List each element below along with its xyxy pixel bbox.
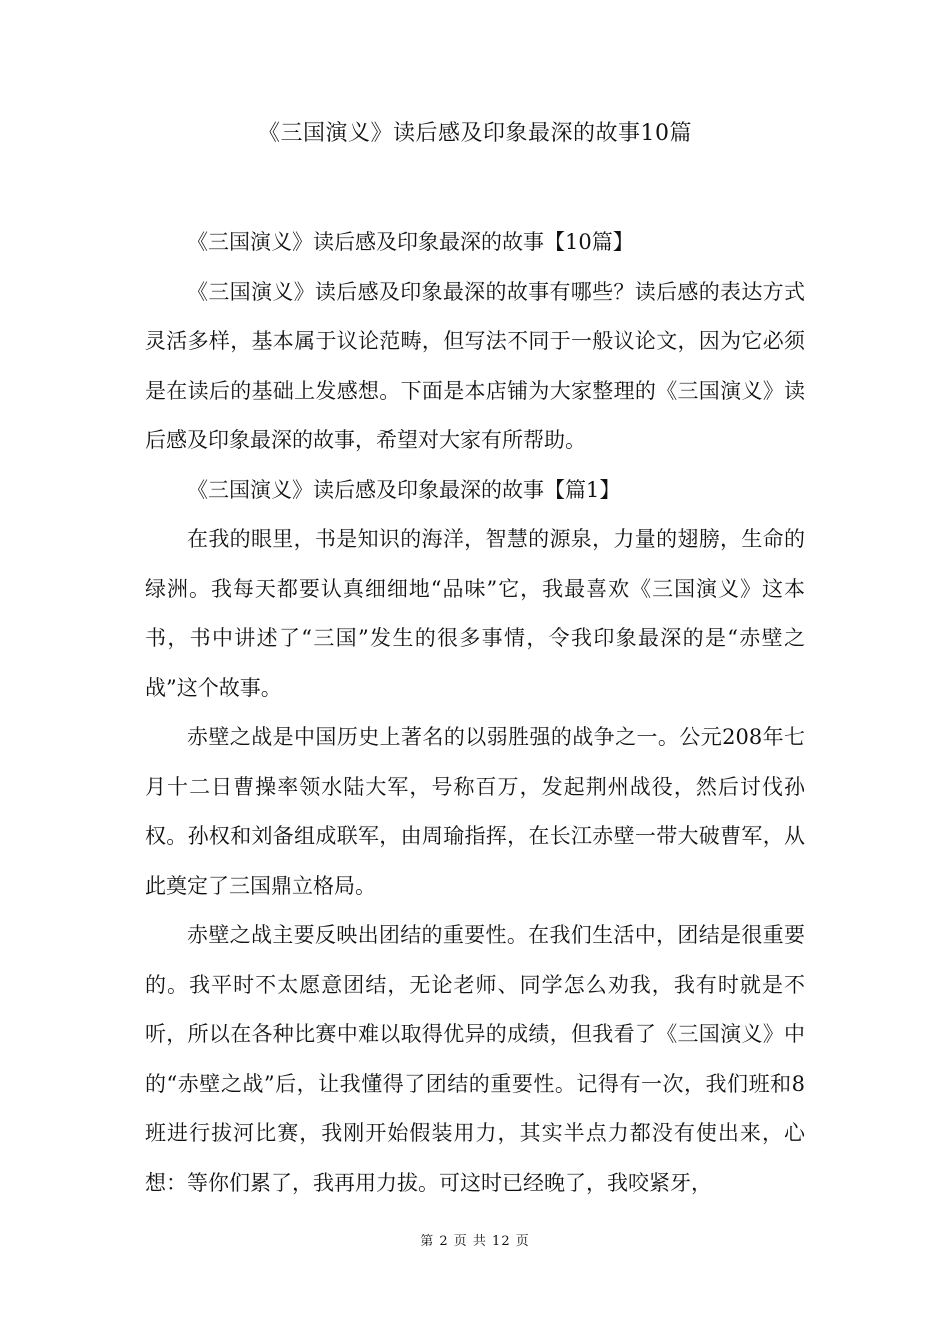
page-footer: 第 2 页 共 12 页 (420, 1234, 530, 1249)
subtitle-paragraph: 《三国演义》读后感及印象最深的故事【10篇】 (187, 230, 634, 254)
body-paragraph: 赤壁之战是中国历史上著名的以弱胜强的战争之一。公元208年七月十二日曹操率领水陆大军，号称百万，发起荆州战役，然后讨伐孙权。孙权和刘备组成联军，由周瑜指挥，在长江赤壁一带大破曹军，从此奠定了三国鼎立格局。 (145, 725, 805, 898)
intro-paragraph: 《三国演义》读后感及印象最深的故事有哪些？读后感的表达方式灵活多样，基本属于议论范畴，但写法不同于一般议论文，因为它必须是在读后的基础上发感想。下面是本店铺为大家整理的《三国演义》读后感及印象最深的故事，希望对大家有所帮助。 (145, 279, 805, 452)
body-paragraph: 在我的眼里，书是知识的海洋，智慧的源泉，力量的翅膀，生命的绿洲。我每天都要认真细细地“品味”它，我最喜欢《三国演义》这本书，书中讲述了“三国”发生的很多事情，令我印象最深的是“赤壁之战”这个故事。 (145, 527, 805, 700)
document-title: 《三国演义》读后感及印象最深的故事10篇 (258, 121, 692, 146)
body-paragraph: 赤壁之战主要反映出团结的重要性。在我们生活中，团结是很重要的。我平时不太愿意团结，无论老师、同学怎么劝我，我有时就是不听，所以在各种比赛中难以取得优异的成绩，但我看了《三国演义》中的“赤壁之战”后，让我懂得了团结的重要性。记得有一次，我们班和8班进行拔河比赛，我刚开始假装用力，其实半点力都没有使出来，心想：等你们累了，我再用力拔。可这时已经晚了，我咬紧牙， (145, 923, 805, 1195)
document-body (145, 218, 805, 1208)
section-heading-paragraph: 《三国演义》读后感及印象最深的故事【篇1】 (187, 477, 621, 502)
